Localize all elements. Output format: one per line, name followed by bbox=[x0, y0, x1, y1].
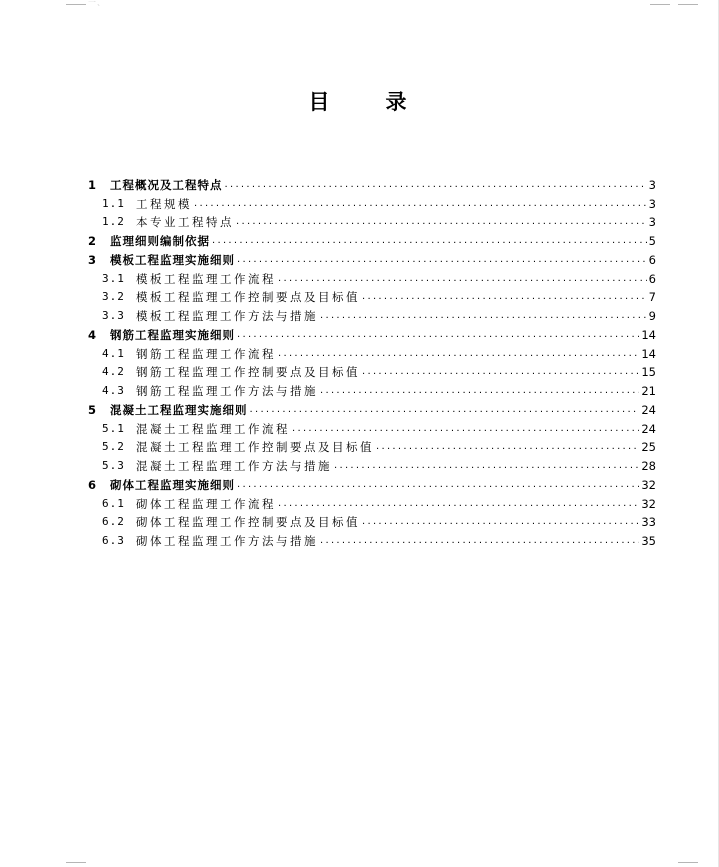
toc-entry-number: 6 bbox=[88, 477, 97, 492]
toc-entry-title: 工程概况及工程特点 bbox=[110, 177, 223, 192]
table-of-contents bbox=[88, 173, 656, 548]
toc-entry-section[interactable] bbox=[88, 286, 656, 305]
toc-entry-section[interactable] bbox=[88, 454, 656, 473]
toc-dot-leader bbox=[334, 459, 639, 473]
toc-entry-page-number: 6 bbox=[648, 252, 656, 267]
toc-dot-leader bbox=[362, 515, 639, 529]
toc-entry-title: 监理细则编制依据 bbox=[110, 234, 210, 248]
toc-entry-number: 5.3 bbox=[102, 459, 125, 472]
toc-entry-number: 5.1 bbox=[102, 421, 125, 435]
title-char-1: 目 bbox=[308, 89, 334, 114]
toc-entry-section[interactable] bbox=[88, 492, 656, 511]
toc-dot-leader bbox=[237, 328, 639, 342]
toc-entry-number: 4.2 bbox=[102, 365, 125, 379]
toc-entry-section[interactable] bbox=[88, 342, 656, 361]
crop-mark-top-right-2 bbox=[678, 4, 698, 5]
toc-entry-title: 钢筋工程监理工作控制要点及目标值 bbox=[136, 365, 360, 380]
toc-entry-page-number: 15 bbox=[641, 365, 656, 380]
toc-entry-number: 3.1 bbox=[102, 271, 125, 285]
toc-entry-chapter[interactable] bbox=[88, 229, 656, 248]
toc-entry-section[interactable] bbox=[88, 379, 656, 398]
crop-mark-top-left bbox=[66, 4, 86, 5]
toc-entry-page-number: 25 bbox=[641, 440, 656, 455]
toc-entry-number: 4.3 bbox=[102, 384, 125, 397]
toc-title bbox=[0, 86, 719, 116]
toc-entry-title: 混凝土工程监理工作流程 bbox=[136, 421, 290, 436]
toc-entry-section[interactable] bbox=[88, 361, 656, 380]
toc-entry-number: 1 bbox=[88, 177, 97, 192]
toc-entry-title: 工程规模 bbox=[136, 196, 192, 211]
toc-entry-page-number: 21 bbox=[641, 384, 656, 398]
toc-entry-number: 5.2 bbox=[102, 440, 125, 454]
toc-dot-leader bbox=[278, 272, 647, 286]
toc-entry-section[interactable] bbox=[88, 267, 656, 286]
toc-dot-leader bbox=[237, 253, 647, 267]
toc-entry-chapter[interactable] bbox=[88, 173, 656, 192]
toc-dot-leader bbox=[320, 534, 639, 548]
toc-entry-title: 砌体工程监理实施细则 bbox=[110, 477, 235, 492]
toc-entry-number: 6.3 bbox=[102, 534, 125, 547]
toc-entry-page-number: 35 bbox=[641, 534, 656, 548]
toc-entry-title: 钢筋工程监理实施细则 bbox=[110, 327, 235, 342]
header-mark: 一、 bbox=[88, 0, 106, 7]
toc-dot-leader bbox=[237, 478, 639, 492]
toc-entry-section[interactable] bbox=[88, 417, 656, 436]
toc-entry-title: 混凝土工程监理工作控制要点及目标值 bbox=[136, 440, 374, 455]
toc-dot-leader bbox=[225, 178, 647, 192]
toc-dot-leader bbox=[292, 422, 639, 436]
toc-entry-title: 本专业工程特点 bbox=[136, 215, 234, 230]
toc-entry-title: 模板工程监理工作流程 bbox=[136, 271, 276, 286]
toc-entry-section[interactable] bbox=[88, 192, 656, 211]
toc-entry-page-number: 5 bbox=[648, 234, 656, 248]
toc-entry-page-number: 33 bbox=[641, 515, 656, 530]
toc-entry-number: 3.2 bbox=[102, 290, 125, 304]
toc-entry-page-number: 14 bbox=[641, 327, 656, 342]
toc-entry-page-number: 14 bbox=[641, 346, 656, 361]
toc-entry-number: 3.3 bbox=[102, 309, 125, 322]
toc-entry-number: 1.1 bbox=[102, 196, 125, 210]
toc-entry-chapter[interactable] bbox=[88, 248, 656, 267]
toc-entry-title: 模板工程监理工作控制要点及目标值 bbox=[136, 290, 360, 305]
toc-entry-page-number: 7 bbox=[648, 290, 656, 305]
toc-entry-page-number: 9 bbox=[648, 309, 656, 323]
toc-entry-title: 砌体工程监理工作控制要点及目标值 bbox=[136, 515, 360, 530]
toc-entry-title: 钢筋工程监理工作方法与措施 bbox=[136, 384, 318, 398]
toc-entry-title: 钢筋工程监理工作流程 bbox=[136, 346, 276, 361]
toc-entry-title: 砌体工程监理工作方法与措施 bbox=[136, 534, 318, 548]
toc-dot-leader bbox=[212, 234, 647, 248]
toc-entry-section[interactable] bbox=[88, 211, 656, 230]
crop-mark-bottom-left bbox=[66, 862, 86, 863]
toc-entry-chapter[interactable] bbox=[88, 398, 656, 417]
toc-entry-page-number: 6 bbox=[648, 271, 656, 286]
toc-entry-number: 3 bbox=[88, 252, 97, 267]
toc-entry-page-number: 3 bbox=[648, 196, 656, 211]
toc-entry-section[interactable] bbox=[88, 304, 656, 323]
toc-entry-page-number: 24 bbox=[641, 402, 656, 417]
toc-dot-leader bbox=[250, 403, 640, 417]
toc-entry-page-number: 3 bbox=[648, 215, 656, 230]
toc-entry-page-number: 24 bbox=[641, 421, 656, 436]
toc-entry-number: 1.2 bbox=[102, 215, 125, 229]
toc-entry-page-number: 32 bbox=[641, 496, 656, 511]
toc-dot-leader bbox=[376, 440, 639, 454]
toc-entry-number: 6.1 bbox=[102, 496, 125, 510]
toc-entry-title: 模板工程监理实施细则 bbox=[110, 252, 235, 267]
toc-entry-number: 5 bbox=[88, 402, 97, 417]
toc-entry-title: 混凝土工程监理工作方法与措施 bbox=[136, 459, 332, 473]
toc-entry-title: 砌体工程监理工作流程 bbox=[136, 496, 276, 511]
toc-entry-title: 混凝土工程监理实施细则 bbox=[110, 402, 248, 417]
crop-mark-bottom-right bbox=[678, 862, 698, 863]
toc-entry-page-number: 3 bbox=[648, 177, 656, 192]
toc-entry-chapter[interactable] bbox=[88, 473, 656, 492]
toc-entry-number: 4 bbox=[88, 327, 97, 342]
toc-entry-section[interactable] bbox=[88, 529, 656, 548]
toc-entry-number: 4.1 bbox=[102, 346, 125, 360]
title-char-2: 录 bbox=[385, 89, 411, 114]
toc-dot-leader bbox=[278, 497, 639, 511]
crop-mark-top-right bbox=[650, 4, 670, 5]
toc-entry-page-number: 32 bbox=[641, 477, 656, 492]
toc-entry-chapter[interactable] bbox=[88, 323, 656, 342]
toc-entry-number: 6.2 bbox=[102, 515, 125, 529]
toc-dot-leader bbox=[236, 215, 647, 229]
toc-entry-title: 模板工程监理工作方法与措施 bbox=[136, 309, 318, 323]
toc-entry-section[interactable] bbox=[88, 436, 656, 455]
toc-dot-leader bbox=[362, 290, 647, 304]
toc-dot-leader bbox=[362, 365, 639, 379]
toc-entry-number: 2 bbox=[88, 234, 97, 248]
toc-entry-section[interactable] bbox=[88, 511, 656, 530]
toc-dot-leader bbox=[320, 309, 647, 323]
toc-dot-leader bbox=[320, 384, 639, 398]
toc-dot-leader bbox=[194, 197, 647, 211]
toc-dot-leader bbox=[278, 347, 639, 361]
toc-entry-page-number: 28 bbox=[641, 459, 656, 473]
